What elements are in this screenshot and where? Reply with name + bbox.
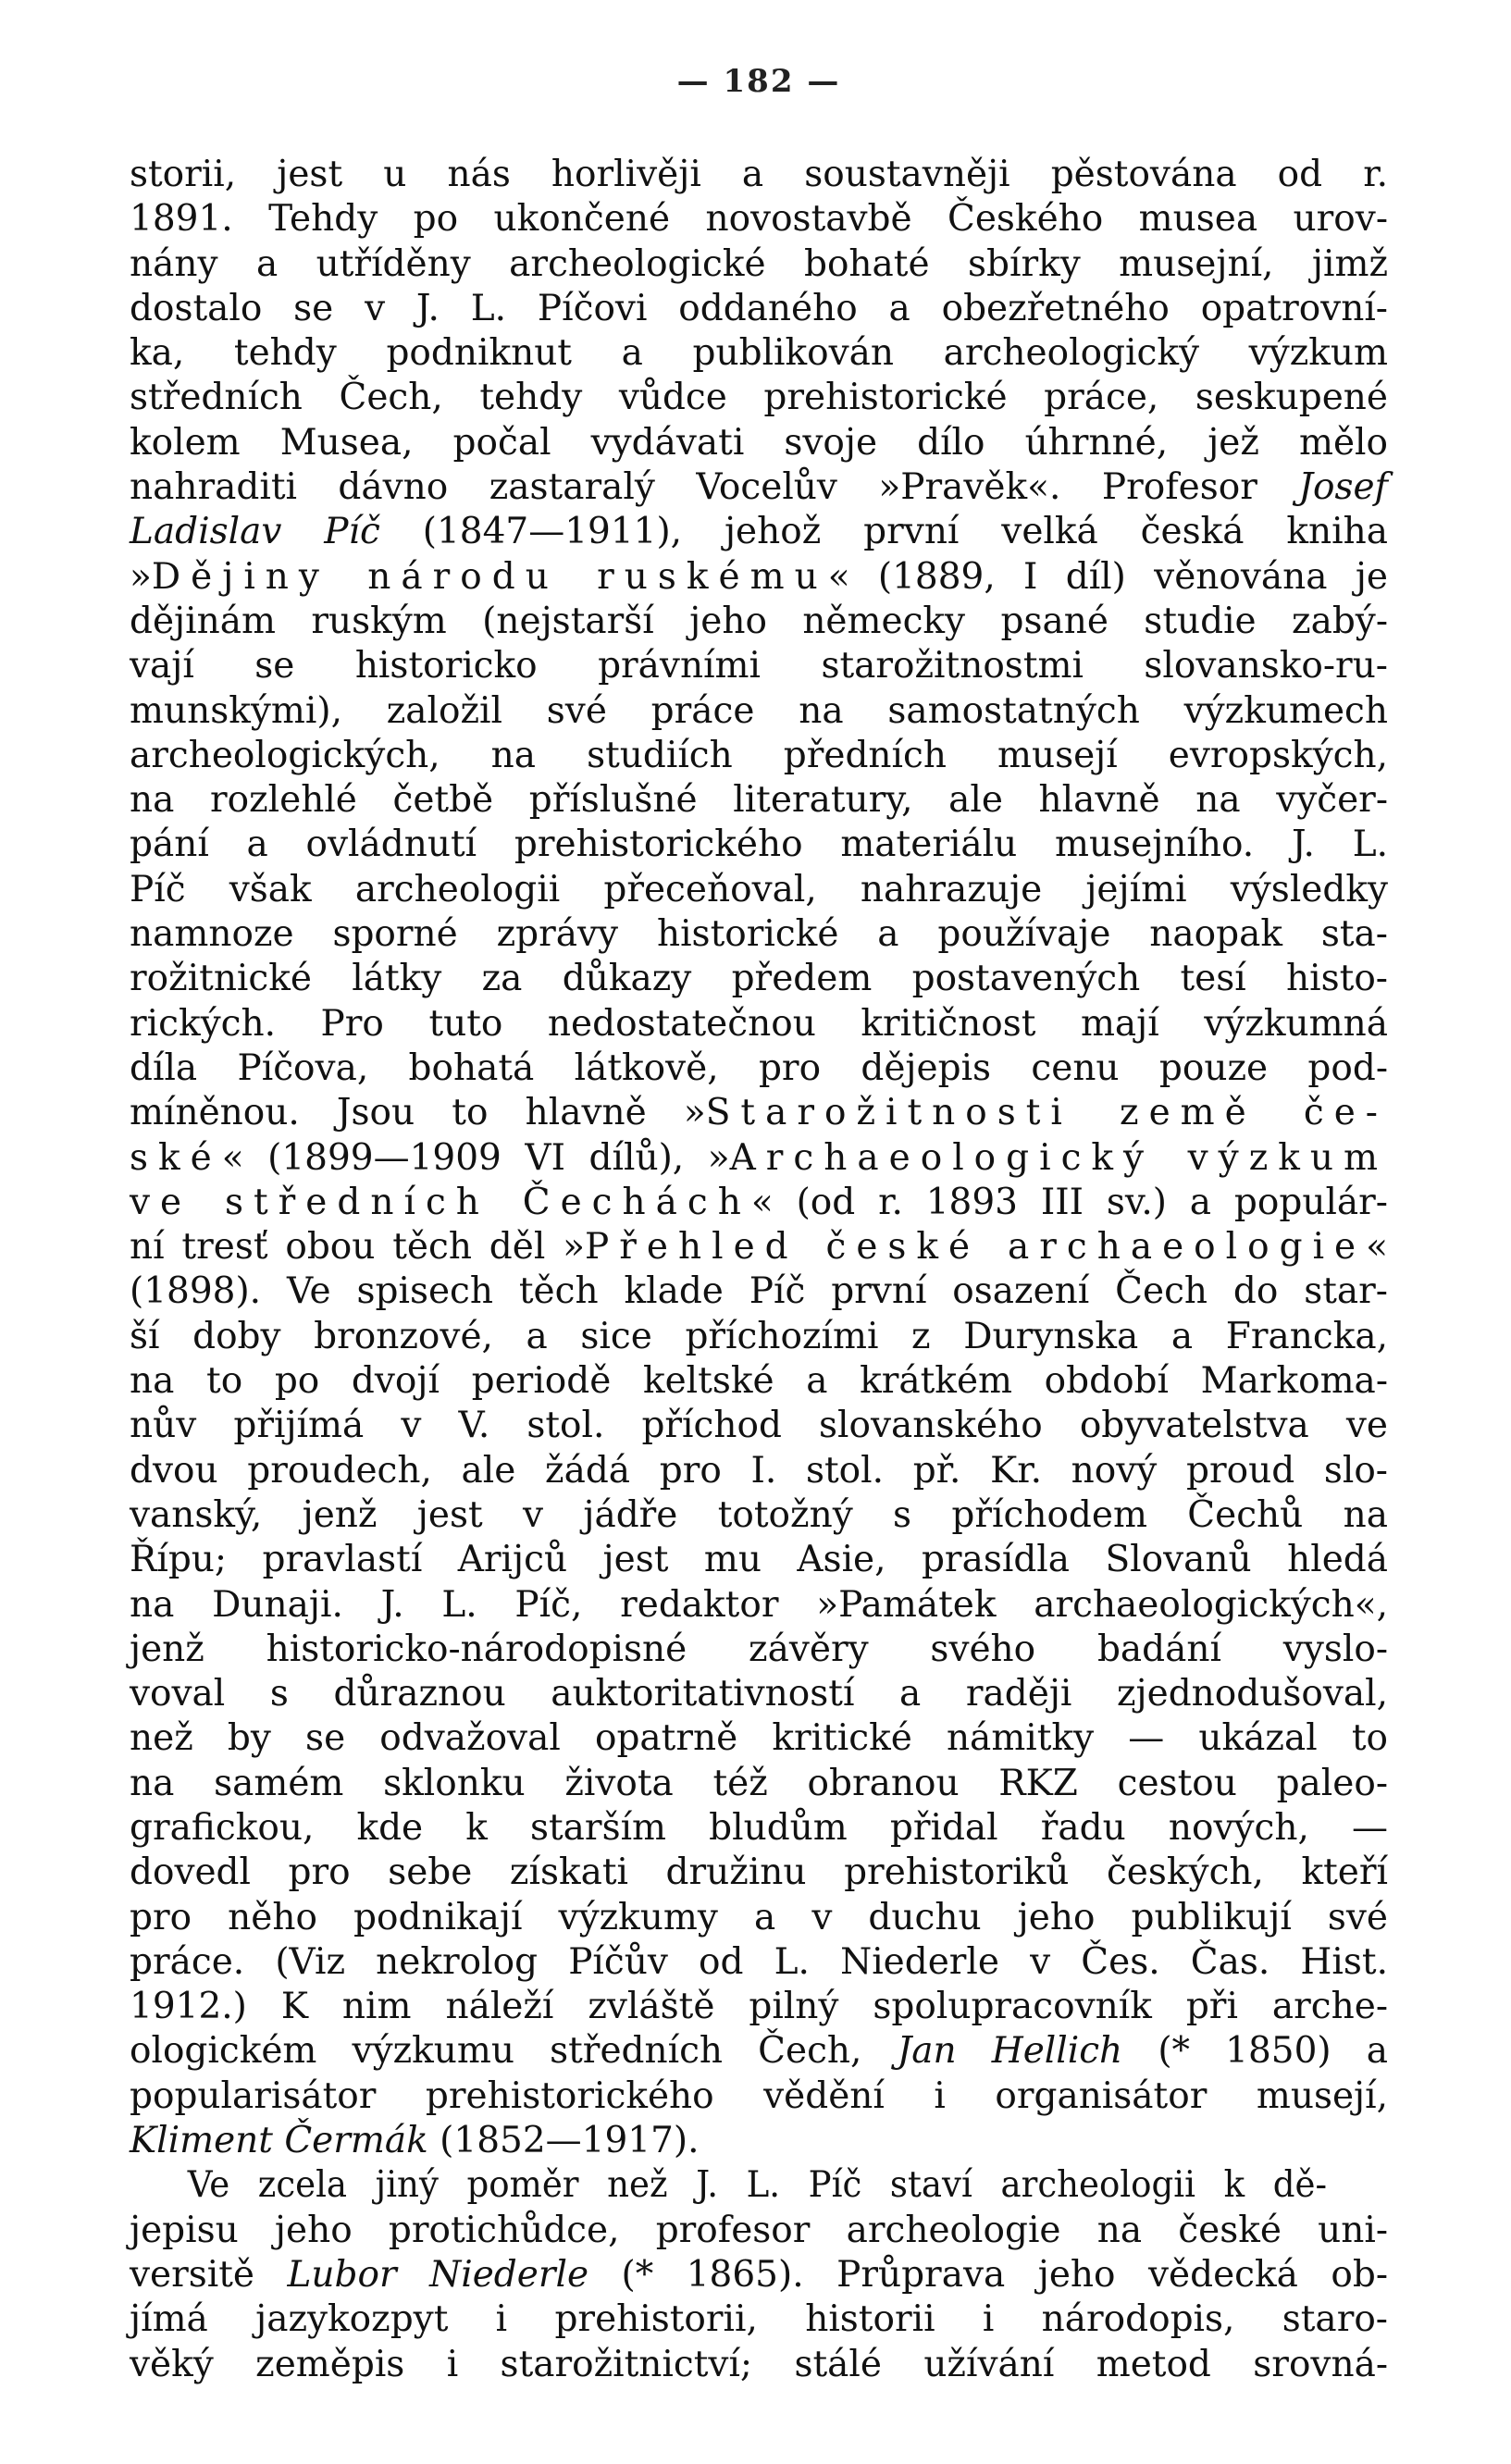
text-run: středních Čech, tehdy vůdce prehistorické práce, seskupené (130, 377, 1388, 419)
text-run: rožitnické látky za důkazy předem postavených tesí histo- (130, 958, 1388, 1000)
text-line (130, 1806, 1388, 1851)
text-run: práce. (Viz nekrolog Píčův od L. Niederle v Čes. Čas. Hist. (130, 1940, 1388, 1983)
text-body (130, 153, 1388, 2387)
text-line (130, 1449, 1388, 1493)
text-run: pání a ovládnutí prehistorického materiálu musejního. J. L. (130, 823, 1388, 866)
text-run: dovedl pro sebe získati družinu prehistoriků českých, kteří (130, 1851, 1388, 1894)
text-line (130, 778, 1388, 823)
text-line (130, 1538, 1388, 1582)
text-run: vanský, jenž jest v jádře totožný s příchodem Čechů na (130, 1493, 1388, 1536)
text-run: věký zeměpis i starožitnictví; stálé užívání metod srovná- (130, 2343, 1388, 2385)
text-run: na Dunaji. J. L. Píč, redaktor »Památek archaeologických«, (130, 1583, 1388, 1626)
text-line (130, 1985, 1388, 2029)
text-run: ka, tehdy podniknut a publikován archeologický výzkum (130, 332, 1388, 375)
text-run: jepisu jeho protichůdce, profesor archeologie na české uni- (130, 2209, 1388, 2251)
text-line (130, 1181, 1388, 1225)
text-run: ní tresť obou těch děl » (130, 1226, 586, 1269)
text-run: (1847—1911), jehož první velká česká kniha (379, 511, 1388, 553)
text-run: popularisátor prehistorického vědění i organisátor musejí, (130, 2074, 1388, 2117)
text-run: munskými), založil své práce na samostatných výzkumech (130, 689, 1388, 732)
text-line (130, 2119, 1388, 2163)
text-run: dvou proudech, ale žádá pro I. stol. př. Kr. nový proud slo- (130, 1449, 1388, 1492)
text-line (130, 1091, 1388, 1135)
italic-name: Josef (1298, 466, 1388, 509)
text-line (130, 242, 1388, 287)
text-line (130, 912, 1388, 957)
text-run: « (1889, I díl) věnována je (827, 555, 1388, 598)
text-line (130, 287, 1388, 331)
text-line (130, 1404, 1388, 1448)
text-line (130, 1583, 1388, 1628)
text-line (130, 600, 1388, 644)
text-run: grafickou, kde k starším bludům přidal řadu nových, — (130, 1806, 1388, 1849)
text-line (130, 689, 1388, 734)
text-run: vají se historicko právními starožitnostmi slovansko-ru- (130, 645, 1388, 687)
text-line (130, 2343, 1388, 2387)
text-line (130, 1851, 1388, 1895)
text-line (130, 376, 1388, 420)
text-run: (* 1865). Průprava jeho vědecká ob- (588, 2253, 1389, 2296)
text-run: 1891. Tehdy po ukončené novostavbě Českého musea urov- (130, 198, 1388, 241)
text-line (130, 555, 1388, 600)
text-run: » (130, 555, 152, 598)
spaced-title: ve středních Čechách (130, 1181, 751, 1223)
text-line (130, 153, 1388, 197)
text-line (130, 1315, 1388, 1359)
text-run: nahraditi dávno zastaralý Vocelův »Pravěk«. Profesor (130, 466, 1299, 509)
text-run: namnoze sporné zprávy historické a používaje naopak sta- (130, 913, 1388, 956)
text-line (130, 868, 1388, 912)
text-run: 1912.) K nim náleží zvláště pilný spolupracovník při arche- (130, 1986, 1388, 2028)
text-run: na samém sklonku života též obranou RKZ cestou paleo- (130, 1762, 1388, 1804)
text-line (130, 421, 1388, 465)
text-run: archeologických, na studiích předních musejí evropských, (130, 734, 1388, 776)
text-run: ší doby bronzové, a sice příchozími z Durynska a Francka, (130, 1315, 1388, 1357)
text-line (130, 1136, 1388, 1181)
text-run: díla Píčova, bohatá látkově, pro dějepis cenu pouze pod- (130, 1046, 1388, 1089)
text-run: Píč však archeologii přeceňoval, nahrazuje jejími výsledky (130, 868, 1388, 910)
text-run: míněnou. Jsou to hlavně » (130, 1092, 706, 1134)
text-line (130, 465, 1388, 510)
text-line (130, 1896, 1388, 1940)
text-run: « (1899—1909 VI dílů), » (221, 1136, 730, 1179)
text-line (130, 957, 1388, 1001)
italic-name: Ladislav Píč (130, 511, 380, 553)
text-line (130, 1359, 1388, 1404)
spaced-title: Přehled české archaeologie (585, 1226, 1367, 1269)
text-line (130, 1493, 1388, 1538)
text-line (130, 2163, 1327, 2208)
spaced-title: Starožitnosti země če- (705, 1092, 1388, 1134)
text-run: než by se odvažoval opatrně kritické námitky — ukázal to (130, 1717, 1388, 1760)
text-run: na rozlehlé četbě příslušné literatury, ale hlavně na vyčer- (130, 779, 1388, 822)
text-run: « (1366, 1226, 1389, 1269)
document-page (130, 56, 1388, 2424)
text-run: jenž historicko-národopisné závěry svého badání vyslo- (130, 1628, 1388, 1670)
text-run: ologickém výzkumu středních Čech, (130, 2030, 898, 2073)
text-run: (1852—1917). (427, 2120, 700, 2162)
text-line (130, 644, 1388, 688)
italic-name: Lubor Niederle (287, 2253, 589, 2296)
text-line (130, 510, 1388, 554)
text-line (130, 2297, 1388, 2342)
spaced-title: Dějiny národu ruskému (151, 555, 828, 598)
italic-name: Kliment Čermák (130, 2120, 428, 2162)
text-run: dějinám ruským (nejstarší jeho německy psané studie zabý- (130, 600, 1388, 642)
text-line (130, 1225, 1388, 1269)
text-line (130, 1628, 1388, 1672)
text-line (130, 1269, 1388, 1314)
text-line (130, 734, 1388, 778)
text-run: « (od r. 1893 III sv.) a populár- (750, 1181, 1388, 1223)
text-run: nány a utříděny archeologické bohaté sbírky musejní, jimž (130, 242, 1388, 285)
text-line (130, 2253, 1388, 2297)
text-run: versitě (130, 2253, 288, 2296)
text-run: Ve zcela jiný poměr než J. L. Píč staví archeologii k dě- (187, 2164, 1327, 2207)
text-line (130, 2074, 1388, 2119)
paragraph (130, 153, 1388, 2163)
text-line (130, 1046, 1388, 1091)
page-number: — 182 — (676, 63, 841, 100)
text-run: (1898). Ve spisech těch klade Píč první osazení Čech do star- (130, 1270, 1388, 1313)
spaced-title: Archaeologický výzkum (729, 1136, 1388, 1179)
text-run: Řípu; pravlastí Arijců jest mu Asie, prasídla Slovanů hledá (130, 1539, 1388, 1581)
text-run: (* 1850) a (1122, 2030, 1388, 2073)
text-run: na to po dvojí periodě keltské a krátkém období Markoma- (130, 1360, 1388, 1403)
text-line (130, 1762, 1388, 1806)
text-line (130, 1002, 1388, 1046)
text-run: storii, jest u nás horlivěji a soustavněji pěstována od r. (130, 154, 1388, 195)
text-run: kolem Musea, počal vydávati svoje dílo úhrnné, jež mělo (130, 421, 1388, 464)
text-run: dostalo se v J. L. Píčovi oddaného a obezřetného opatrovní- (130, 287, 1388, 329)
text-line (130, 2029, 1388, 2074)
text-line (130, 1716, 1388, 1761)
text-run: nův přijímá v V. stol. příchod slovanského obyvatelstva ve (130, 1405, 1388, 1447)
paragraph (130, 2163, 1388, 2386)
italic-name: Jan Hellich (897, 2030, 1123, 2073)
text-line (130, 1940, 1388, 1985)
text-run: jímá jazykozpyt i prehistorii, historii i národopis, staro- (130, 2298, 1388, 2341)
text-line (130, 331, 1388, 376)
text-run: rických. Pro tuto nedostatečnou kritičnost mají výzkumná (130, 1002, 1388, 1045)
text-run: pro něho podnikají výzkumy a v duchu jeho publikují své (130, 1896, 1388, 1938)
text-line (130, 823, 1388, 867)
text-run: voval s důraznou auktoritativností a raději zjednodušoval, (130, 1673, 1388, 1715)
text-line (130, 2209, 1388, 2253)
spaced-title: ské (130, 1136, 222, 1179)
text-line (130, 1672, 1388, 1716)
text-line (130, 197, 1388, 241)
